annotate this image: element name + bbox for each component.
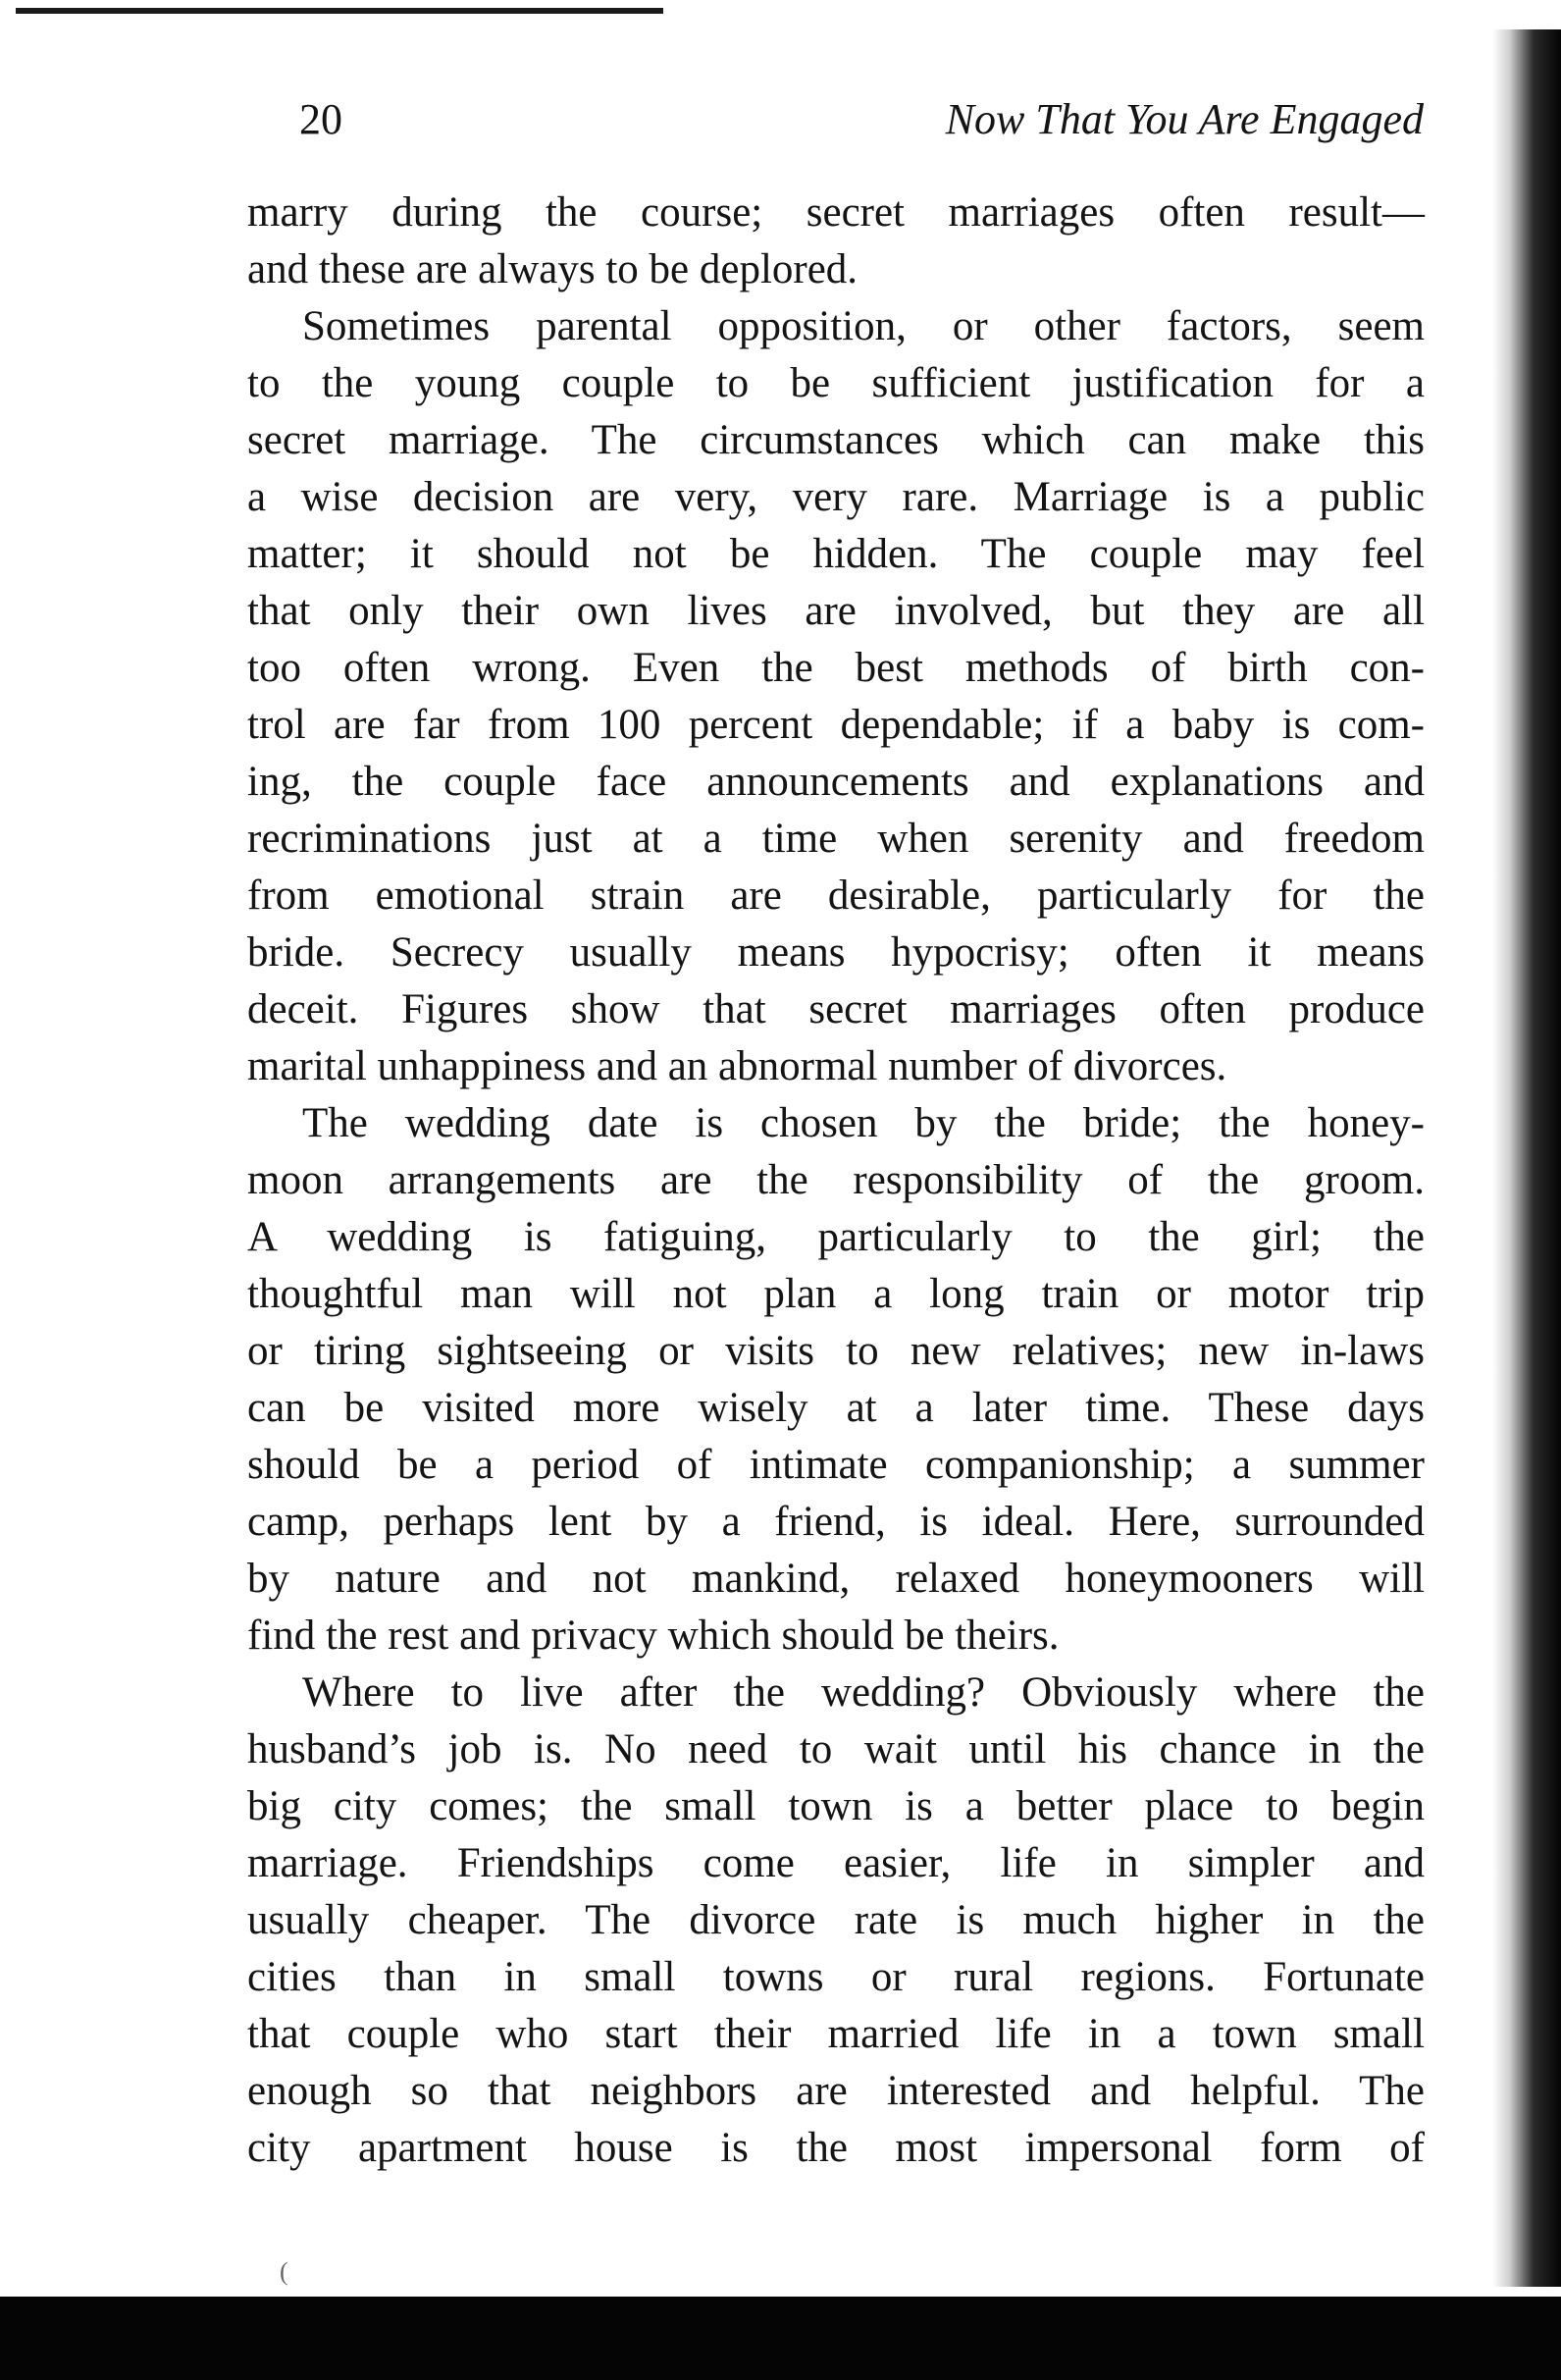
- running-title: Now That You Are Engaged: [945, 95, 1424, 143]
- text-line: moon arrangements are the responsibility of the groom.: [247, 1157, 1425, 1203]
- text-line: cities than in small towns or rural regions. Fortunate: [247, 1954, 1425, 2000]
- text-line: matter; it should not be hidden. The couple may feel: [247, 531, 1425, 577]
- text-line: usually cheaper. The divorce rate is much higher in the: [247, 1897, 1425, 1943]
- text-line: city apartment house is the most impersonal form of: [247, 2125, 1425, 2171]
- text-line: thoughtful man will not plan a long train or motor trip: [247, 1271, 1425, 1317]
- text-line: to the young couple to be sufficient justification for a: [247, 360, 1425, 406]
- text-line: by nature and not mankind, relaxed honeymooners will: [247, 1556, 1425, 1602]
- text-line: camp, perhaps lent by a friend, is ideal. Here, surrounded: [247, 1499, 1425, 1545]
- text-line: from emotional strain are desirable, particularly for the: [247, 873, 1425, 919]
- text-line: too often wrong. Even the best methods of birth con-: [247, 645, 1425, 691]
- text-line: The wedding date is chosen by the bride; the honey-: [302, 1100, 1425, 1146]
- text-line: Sometimes parental opposition, or other factors, seem: [302, 303, 1425, 349]
- text-line: a wise decision are very, very rare. Marriage is a public: [247, 474, 1425, 520]
- page-edge-shadow: [1492, 29, 1561, 2287]
- text-line: recriminations just at a time when serenity and freedom: [247, 816, 1425, 862]
- text-line: or tiring sightseeing or visits to new relatives; new in-laws: [247, 1328, 1425, 1374]
- bottom-scan-band: [0, 2297, 1561, 2380]
- body-text: [247, 185, 1425, 2177]
- text-line: trol are far from 100 percent dependable; if a baby is com-: [247, 702, 1425, 748]
- text-line: deceit. Figures show that secret marriages often produce: [247, 986, 1425, 1032]
- text-line: A wedding is fatiguing, particularly to the girl; the: [247, 1214, 1425, 1260]
- text-line: husband’s job is. No need to wait until his chance in the: [247, 1726, 1425, 1772]
- text-line: can be visited more wisely at a later time. These days: [247, 1385, 1425, 1431]
- text-line: Where to live after the wedding? Obviously where the: [302, 1669, 1425, 1716]
- text-line: ing, the couple face announcements and explanations and: [247, 759, 1425, 805]
- text-line: marry during the course; secret marriages often result—: [247, 189, 1425, 236]
- text-line: secret marriage. The circumstances which can make this: [247, 417, 1425, 463]
- text-line: marriage. Friendships come easier, life in simpler and: [247, 1840, 1425, 1886]
- text-line: bride. Secrecy usually means hypocrisy; often it means: [247, 929, 1425, 976]
- footer-mark: (: [280, 2257, 288, 2286]
- text-line: enough so that neighbors are interested and helpful. The: [247, 2068, 1425, 2114]
- text-line: and these are always to be deplored.: [247, 246, 859, 292]
- text-line: that only their own lives are involved, but they are all: [247, 588, 1425, 634]
- top-rule: [16, 8, 663, 14]
- text-line: should be a period of intimate companionship; a summer: [247, 1442, 1425, 1488]
- text-line: find the rest and privacy which should be theirs.: [247, 1613, 1060, 1659]
- text-line: marital unhappiness and an abnormal number of divorces.: [247, 1043, 1227, 1089]
- text-line: that couple who start their married life in a town small: [247, 2011, 1425, 2057]
- page-number: 20: [299, 95, 342, 143]
- text-line: big city comes; the small town is a better place to begin: [247, 1783, 1425, 1829]
